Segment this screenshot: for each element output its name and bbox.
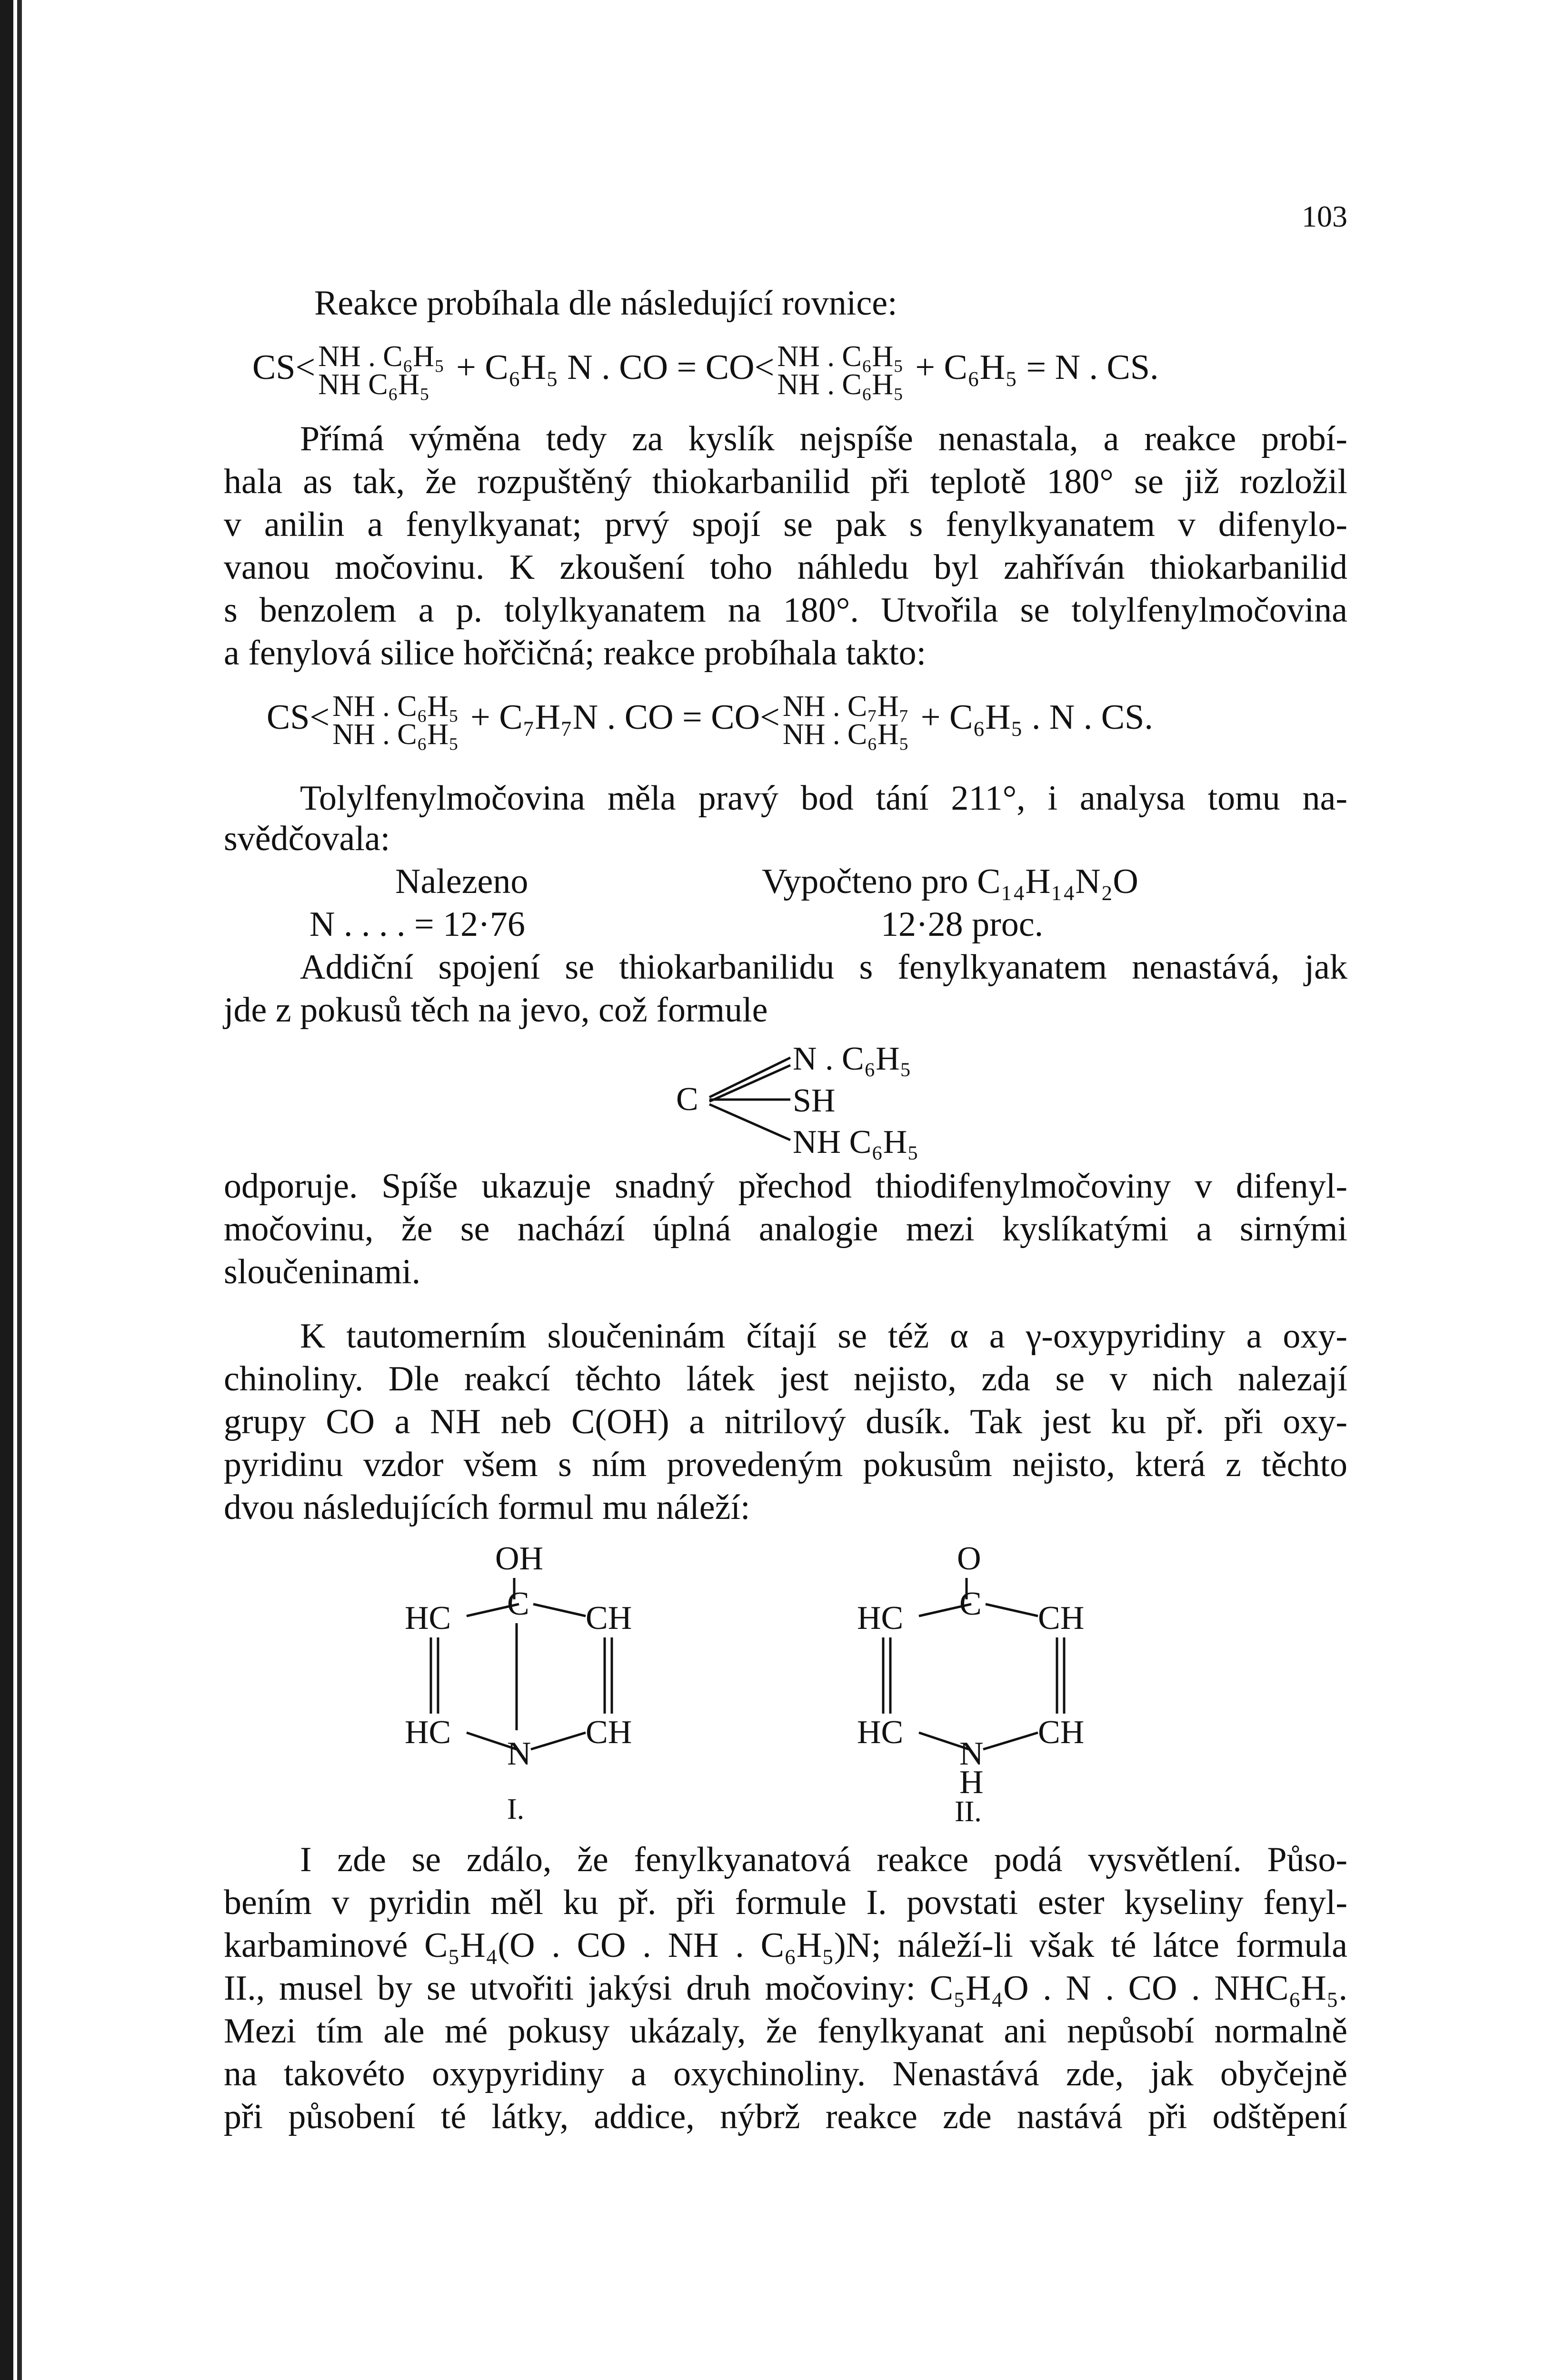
ring-2-hc-bottom: HC	[857, 1714, 904, 1751]
para3-line-2: jde z pokusů těch na jevo, což formule	[224, 991, 768, 1030]
para1-line-6: a fenylová silice hořčičná; reakce probíhala takto:	[224, 634, 927, 673]
scan-border	[0, 0, 13, 2380]
para6-line-7: při působení té látky, addice, nýbrž reakce zde nastává při odštěpení	[224, 2097, 1347, 2136]
intro-line: Reakce probíhala dle následující rovnice:	[314, 284, 897, 323]
para5-line-5: dvou následujících formul mu náleží:	[224, 1488, 750, 1527]
page	[224, 0, 1347, 2380]
eq2-top1: NH . C₆H₅	[332, 690, 459, 723]
para6-line-5: Mezi tím ale mé pokusy ukázaly, že fenylkyanat ani nepůsobí normalně	[224, 2012, 1347, 2051]
eq1-mid: + C₆H₅ N . CO = CO	[456, 347, 755, 387]
formula-c-r1: N . C₆H₅	[793, 1041, 912, 1077]
para1-line-5: s benzolem a p. tolylkyanatem na 180°. Utvořila se tolylfenylmočovina	[224, 591, 1347, 630]
ring-1-label: I.	[507, 1793, 525, 1825]
para6-line-2: bením v pyridin měl ku př. při formule I. povstati ester kyseliny fenyl-	[224, 1883, 1347, 1922]
eq2-stack-right	[782, 690, 909, 751]
para6-line-4: II., musel by se utvořiti jakýsi druh močoviny: C₅H₄O . N . CO . NHC₆H₅.	[224, 1969, 1347, 2008]
ring-2-bonds	[857, 1537, 1190, 1842]
ring-formula-1	[405, 1537, 738, 1842]
para4-line-2: močovinu, že se nachází úplná analogie mezi kyslíkatými a sirnými	[224, 1210, 1347, 1249]
formula-c-carbon: C	[676, 1081, 698, 1118]
equation-1	[252, 340, 1159, 401]
page-number: 103	[1302, 199, 1347, 233]
para2-line-2: svědčovala:	[224, 819, 390, 858]
equation-2	[267, 690, 1153, 751]
para5-line-1: K tautomerním sloučeninám čítají se též α a γ-oxypyridiny a oxy-	[300, 1317, 1347, 1356]
eq2-right: + C₆H₅ . N . CS.	[920, 697, 1153, 737]
ring-2-c: C	[959, 1586, 982, 1622]
eq2-bot1: NH . C₆H₅	[332, 718, 459, 751]
para2-line-1: Tolylfenylmočovina měla pravý bod tání 211°, i analysa tomu na-	[300, 779, 1347, 818]
eq2-bot2: NH . C₆H₅	[782, 718, 909, 751]
eq1-bracket-right: <	[754, 347, 775, 387]
para1-line-2: hala as tak, že rozpuštěný thiokarbanilid při teplotě 180° se již rozložil	[224, 462, 1347, 501]
para5-line-4: pyridinu vzdor všem s ním provedeným pokusům nejisto, která z těchto	[224, 1445, 1347, 1484]
para1-line-4: vanou močovinu. K zkoušení toho náhledu byl zahříván thiokarbanilid	[224, 548, 1347, 587]
eq1-bracket-left: <	[295, 347, 316, 387]
para3-line-1: Addiční spojení se thiokarbanilidu s fenylkyanatem nenastává, jak	[300, 948, 1347, 987]
ring-1-hc-top: HC	[405, 1600, 451, 1636]
eq1-bot2: NH . C₆H₅	[777, 368, 904, 401]
ring-2-n: N	[959, 1735, 984, 1772]
ring-2-o: O	[957, 1540, 981, 1577]
ring-2-label: II.	[955, 1795, 982, 1828]
ring-2-ch-bottom: CH	[1038, 1714, 1085, 1751]
ring-2-hc-top: HC	[857, 1600, 904, 1636]
formula-c-r3: NH C₆H₅	[793, 1124, 919, 1160]
para6-line-6: na takovéto oxypyridiny a oxychinoliny. Nenastává zde, jak obyčejně	[224, 2054, 1347, 2093]
ring-formula-2	[857, 1537, 1190, 1842]
eq2-stack-left	[332, 690, 459, 751]
para6-line-1: I zde se zdálo, že fenylkyanatová reakce podá vysvětlení. Půso-	[300, 1840, 1347, 1879]
ring-1-n: N	[507, 1735, 531, 1772]
ring-1-oh: OH	[495, 1540, 544, 1577]
eq1-top1: NH . C₆H₅	[318, 340, 445, 373]
scan-border-inner	[17, 0, 22, 2380]
eq2-top2: NH . C₇H₇	[782, 690, 909, 723]
formula-c	[652, 1038, 986, 1160]
ring-2-h: H	[959, 1764, 984, 1801]
eq1-right: + C₆H₅ = N . CS.	[915, 347, 1159, 387]
ring-1-ch-bottom: CH	[586, 1714, 632, 1751]
eq1-bot1: NH C₆H₅	[318, 368, 430, 401]
eq1-stack-right	[777, 340, 904, 401]
para5-line-2: chinoliny. Dle reakcí těchto látek jest nejisto, zda se v nich nalezají	[224, 1359, 1347, 1398]
para6-line-3: karbaminové C₅H₄(O . CO . NH . C₆H₅)N; náleží-li však té látce formula	[224, 1926, 1347, 1965]
eq1-left: CS	[252, 347, 296, 387]
para1-line-3: v anilin a fenylkyanat; prvý spojí se pak s fenylkyanatem v difenylo-	[224, 505, 1347, 544]
ring-1-bonds	[405, 1537, 738, 1842]
analysis-row-label: N . . . . = 12·76	[309, 905, 525, 944]
eq2-bracket-left: <	[309, 697, 330, 737]
ring-1-c: C	[507, 1586, 529, 1622]
formula-c-r2: SH	[793, 1082, 836, 1119]
para4-line-1: odporuje. Spíše ukazuje snadný přechod thiodifenylmočoviny v difenyl-	[224, 1167, 1347, 1206]
eq1-top2: NH . C₆H₅	[777, 340, 904, 373]
ring-1-ch-top: CH	[586, 1600, 632, 1636]
analysis-found-header: Nalezeno	[395, 862, 528, 901]
ring-2-ch-top: CH	[1038, 1600, 1085, 1636]
para1-line-1: Přímá výměna tedy za kyslík nejspíše nenastala, a reakce probí-	[300, 419, 1347, 458]
para4-line-3: sloučeninami.	[224, 1252, 421, 1291]
eq2-bracket-right: <	[760, 697, 780, 737]
eq2-left: CS	[267, 697, 310, 737]
para5-line-3: grupy CO a NH neb C(OH) a nitrilový dusík. Tak jest ku př. při oxy-	[224, 1402, 1347, 1441]
ring-1-hc-bottom: HC	[405, 1714, 451, 1751]
analysis-calc-header: Vypočteno pro C₁₄H₁₄N₂O	[762, 862, 1138, 901]
eq2-mid: + C₇H₇N . CO = CO	[470, 697, 760, 737]
analysis-calc-value: 12·28 proc.	[881, 905, 1044, 944]
eq1-stack-left	[318, 340, 445, 401]
